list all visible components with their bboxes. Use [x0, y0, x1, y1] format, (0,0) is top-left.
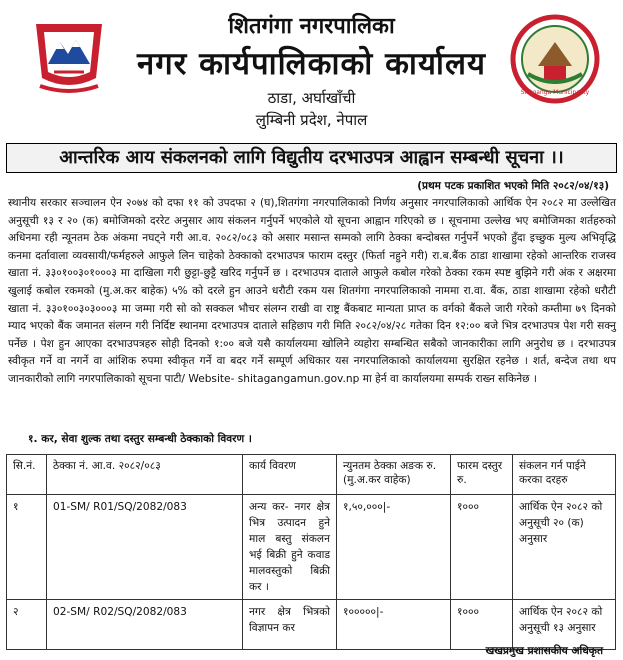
header-description: कार्य विवरण: [243, 455, 337, 495]
cell-description: नगर क्षेत्र भित्रको विज्ञापन कर: [243, 600, 337, 650]
cell-serial: १: [7, 495, 47, 600]
notice-body: स्थानीय सरकार सञ्चालन ऐन २०७४ को दफा ११ को उपदफा २ (घ),शितगंगा नगरपालिकाको निर्णय अनुसार नगरपालिकाको आर्थिक ऐन २०८२ मा उल्लेखित अनुसूची १३ र २० (क) बमोजिमको दररेट अनुसार आय संकलन गर्नुपर्ने भएकोले यो सूचना आह्वान गरिएको छ । सूचनामा उल्लेख भए बमोजिमका शर्तहरुको अधिनमा रही न्यूनतम ठेक अंकमा नघट्ने गरी आ.व. २०८२/०८३ को असार मसान्त सम्मको लागि ठेक्का बन्दोबस्त गर्नुपर्ने भएको हुँदा इच्छुक मुल्य अभिवृद्धि कनमा दर्तावाला व्यवसायी/फर्महरुले आफुले लिन चाहेको ठेक्काको दरभाउपत्र फाराम दस्तुर (फिर्ता नहुने गरी) रा.ब.बैंक ठाडा शाखामा रहेको आन्तरिक राजस्व खाता नं. ३३०१००३०१०००३ मा दाखिला गरी छुट्टा-छुट्टै खरिद गर्नुपर्ने छ । दरभाउपत्र दाताले आफुले कबोल गरेको ठेक्का रकम स्पष्ट बुझिने गरी अंक र अक्षरमा खुलाई कबोल रकमको (मु.अ.कर बाहेक) ५% को दरले हुन आउने धरौटी रकम यस शितगंगा नगरपालिकाको नाममा रा.वा. बैंक, ठाडा शाखामा रहेको धरौटी खाता नं. ३३०१००३०३०००३ मा जम्मा गरी सो को सक्कल भौचर संलग्न राखी वा राष्ट्र बैंकबाट मान्यता प्राप्त क वर्गको बैंकले जारी गरेको कम्तीमा ७९ दिनको म्याद भएको बैंक जमानत संलग्न गरी निर्दिष्ट स्थानमा दरभाउपत्र दाताले सहिछाप गरी मिति २०८२/०४/२८ गतेका दिन १२:०० बजे भित्र दरभाउपत्र पेश गरी सक्नु पर्नेछ । पेश हुन आएका दरभाउपत्रहरु सोही दिनको १:०० बजे यसै कार्यालयमा खोलिने व्यहोरा सम्बन्धित सबैको जानकारीका लागि अनुरोध छ । दरभाउपत्र स्वीकृत गर्ने वा नगर्ने वा आंशिक रुपमा स्वीकृत गर्ने वा बदर गर्ने सम्पूर्ण अधिकार यस नगरपालिकाको कार्यालयमा सुरक्षित रहनेछ । शर्त, बन्देज तथा थप जानकारीको लागि नगरपालिकाको सूचना पाटी/ Website- shitagangamun.gov.np मा हेर्न वा कार्यालयमा सम्पर्क राख्न सकिनेछ ।: [8, 197, 616, 385]
tender-table: [6, 454, 616, 650]
notice-title: आन्तरिक आय संकलनको लागि विद्युतीय दरभाउपत्र आह्वान सम्बन्धी सूचना ।।: [6, 143, 617, 173]
header-min-amount: न्युनतम ठेक्का अङक रु.(मु.अ.कर वाहेक): [337, 455, 451, 495]
letterhead: [0, 0, 623, 140]
cell-contract-no: 02-SM/ R02/SQ/2082/083: [47, 600, 243, 650]
office-province: लुम्बिनी प्रदेश, नेपाल: [255, 111, 368, 129]
header-form-fee: फारम दस्तुर रु.: [451, 455, 513, 495]
section-heading: १. कर, सेवा शुल्क तथा दस्तुर सम्बन्धी ठेक्काको विवरण ।: [28, 433, 252, 445]
office-name: नगर कार्यपालिकाको कार्यालय: [137, 46, 486, 82]
office-location: ठाडा, अर्घाखाँची: [267, 89, 356, 107]
table-header-row: [7, 455, 616, 495]
publication-date: (प्रथम पटक प्रकाशित भएको मिति २०८२/०४/१३): [417, 180, 609, 192]
cell-min-amount: १,५०,०००|-: [337, 495, 451, 600]
header-serial: सि.नं.: [7, 455, 47, 495]
cell-form-fee: १०००: [451, 495, 513, 600]
header-contract-no: ठेक्का नं. आ.व. २०८२/०८३: [47, 455, 243, 495]
svg-text:Shitganga Municipality: Shitganga Municipality: [520, 89, 590, 96]
municipality-name: शितगंगा नगरपालिका: [228, 14, 395, 39]
municipality-seal-icon: [510, 14, 600, 104]
table-row: [7, 495, 616, 600]
header-rates: संकलन गर्न पाईने करका दरहरु: [513, 455, 616, 495]
cell-rates: आर्थिक ऐन २०८२ को अनुसूची १३ अनुसार: [513, 600, 616, 650]
cell-serial: २: [7, 600, 47, 650]
cell-description: अन्य कर- नगर क्षेत्र भित्र उत्पादन हुने माल बस्तु संकलन भई बिक्री हुने कवाड मालवस्तुको बिक्री कर ।: [243, 495, 337, 600]
cell-form-fee: १०००: [451, 600, 513, 650]
signoff: खखप्रमुख प्रशासकीय अधिकृत: [485, 645, 603, 657]
cell-rates: आर्थिक ऐन २०८२ को अनुसूची २० (क) अनुसार: [513, 495, 616, 600]
cell-contract-no: 01-SM/ R01/SQ/2082/083: [47, 495, 243, 600]
table-row: [7, 600, 616, 650]
cell-min-amount: १०००००|-: [337, 600, 451, 650]
